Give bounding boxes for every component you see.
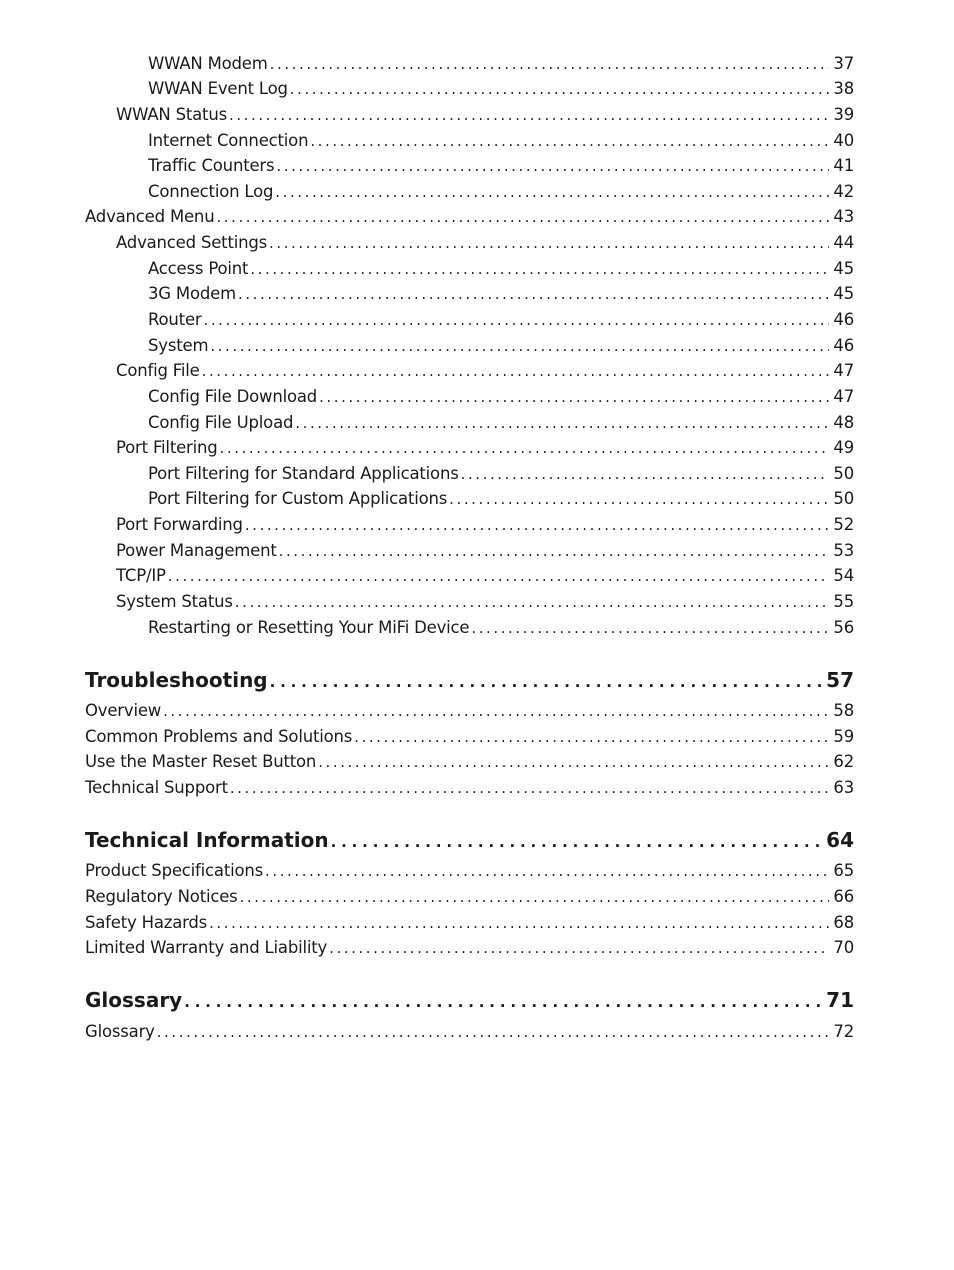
toc-entry-title: System [148, 336, 209, 355]
toc-entry-port-filtering[interactable] [116, 438, 854, 457]
dot-leader [329, 939, 829, 957]
dot-leader [290, 80, 830, 98]
dot-leader [250, 260, 829, 278]
dot-leader [275, 183, 829, 201]
toc-section-troubleshooting[interactable] [85, 668, 854, 692]
toc-entry-connection-log[interactable] [148, 182, 854, 201]
toc-entry-page: 56 [833, 618, 854, 637]
toc-section-glossary[interactable] [85, 988, 854, 1012]
toc-section-technical-information[interactable] [85, 828, 854, 852]
dot-leader [168, 567, 830, 585]
toc-entry-title: Product Specifications [85, 861, 264, 880]
toc-entry-power-management[interactable] [116, 541, 854, 560]
toc-entry-master-reset[interactable] [85, 752, 854, 771]
dot-leader [461, 465, 830, 483]
toc-entry-wwan-event-log[interactable] [148, 79, 854, 98]
dot-leader [310, 132, 829, 150]
toc-entry-config-file-download[interactable] [148, 387, 854, 406]
toc-entry-title: Glossary [85, 1022, 155, 1041]
toc-entry-title: Advanced Settings [116, 233, 268, 252]
toc-entry-page: 46 [833, 336, 854, 355]
toc-entry-title: Port Filtering [116, 438, 218, 457]
toc-entry-page: 44 [833, 233, 854, 252]
toc-entry-title: WWAN Status [116, 105, 227, 124]
toc-entry-page: 45 [833, 284, 854, 303]
toc-section-title: Glossary [85, 988, 183, 1012]
dot-leader [319, 388, 829, 406]
dot-leader [295, 414, 829, 432]
toc-entry-glossary[interactable] [85, 1022, 854, 1041]
toc-entry-page: 43 [833, 207, 854, 226]
toc-entry-title: Overview [85, 701, 162, 720]
dot-leader [245, 516, 830, 534]
toc-entry-page: 41 [833, 156, 854, 175]
toc-entry-page: 53 [833, 541, 854, 560]
toc-entry-page: 62 [833, 752, 854, 771]
dot-leader [265, 862, 829, 880]
toc-entry-title: 3G Modem [148, 284, 236, 303]
toc-entry-router[interactable] [148, 310, 854, 329]
toc-entry-title: Access Point [148, 259, 249, 278]
toc-entry-access-point[interactable] [148, 259, 854, 278]
toc-entry-title: WWAN Event Log [148, 79, 288, 98]
dot-leader [203, 311, 829, 329]
toc-entry-common-problems[interactable] [85, 727, 854, 746]
toc-entry-page: 38 [833, 79, 854, 98]
toc-entry-product-specifications[interactable] [85, 861, 854, 880]
toc-entry-title: TCP/IP [116, 566, 166, 585]
toc-entry-title: Internet Connection [148, 131, 309, 150]
toc-entry-page: 50 [833, 464, 854, 483]
toc-entry-page: 45 [833, 259, 854, 278]
toc-section-title: Troubleshooting [85, 668, 268, 692]
dot-leader [269, 234, 829, 252]
toc-entry-3g-modem[interactable] [148, 284, 854, 303]
dot-leader [276, 157, 829, 175]
toc-entry-page: 59 [833, 727, 854, 746]
toc-entry-title: Config File Download [148, 387, 318, 406]
toc-entry-page: 47 [833, 361, 854, 380]
dot-leader [229, 106, 829, 124]
toc-entry-title: System Status [116, 592, 233, 611]
toc-entry-page: 63 [833, 778, 854, 797]
toc-entry-port-filtering-standard[interactable] [148, 464, 854, 483]
toc-entry-page: 54 [833, 566, 854, 585]
toc-entry-title: Restarting or Resetting Your MiFi Device [148, 618, 470, 637]
toc-entry-config-file[interactable] [116, 361, 854, 380]
toc-entry-title: Port Filtering for Custom Applications [148, 489, 448, 508]
toc-entry-title: Power Management [116, 541, 277, 560]
toc-entry-overview[interactable] [85, 701, 854, 720]
toc-entry-page: 70 [833, 938, 854, 957]
toc-entry-advanced-menu[interactable] [85, 207, 854, 226]
toc-entry-page: 50 [833, 489, 854, 508]
toc-entry-wwan-status[interactable] [116, 105, 854, 124]
toc-entry-port-forwarding[interactable] [116, 515, 854, 534]
toc-entry-page: 72 [833, 1022, 854, 1041]
toc-entry-title: Connection Log [148, 182, 274, 201]
dot-leader [163, 702, 829, 720]
toc-entry-title: Limited Warranty and Liability [85, 938, 328, 957]
dot-leader [270, 55, 830, 73]
dot-leader [354, 728, 829, 746]
toc-entry-page: 37 [833, 54, 854, 73]
toc-entry-title: Regulatory Notices [85, 887, 238, 906]
toc-entry-internet-connection[interactable] [148, 131, 854, 150]
toc-entry-page: 66 [833, 887, 854, 906]
toc-entry-wwan-modem[interactable] [148, 54, 854, 73]
dot-leader [210, 337, 829, 355]
dot-leader [230, 779, 830, 797]
dot-leader [220, 439, 830, 457]
toc-entry-title: Safety Hazards [85, 913, 208, 932]
toc-entry-title: Port Filtering for Standard Applications [148, 464, 459, 483]
toc-entry-title: Router [148, 310, 202, 329]
toc-entry-safety-hazards[interactable] [85, 913, 854, 932]
dot-leader [202, 362, 830, 380]
toc-entry-page: 52 [833, 515, 854, 534]
dot-leader [449, 490, 829, 508]
toc-entry-title: Port Forwarding [116, 515, 243, 534]
dot-leader [471, 619, 829, 637]
toc-entry-technical-support[interactable] [85, 778, 854, 797]
toc-entry-config-file-upload[interactable] [148, 413, 854, 432]
toc-entry-page: 40 [833, 131, 854, 150]
toc-section-title: Technical Information [85, 828, 329, 852]
dot-leader [279, 542, 830, 560]
toc-entry-advanced-settings[interactable] [116, 233, 854, 252]
toc-entry-system-status[interactable] [116, 592, 854, 611]
dot-leader [184, 993, 822, 1011]
toc-entry-page: 42 [833, 182, 854, 201]
toc-entry-port-filtering-custom[interactable] [148, 489, 854, 508]
dot-leader [235, 593, 830, 611]
dot-leader [238, 285, 829, 303]
dot-leader [318, 753, 829, 771]
toc-entry-tcp-ip[interactable] [116, 566, 854, 585]
toc-entry-page: 55 [833, 592, 854, 611]
toc-entry-restarting-resetting[interactable] [148, 618, 854, 637]
toc-entry-limited-warranty[interactable] [85, 938, 854, 957]
toc-entry-system[interactable] [148, 336, 854, 355]
toc-entry-traffic-counters[interactable] [148, 156, 854, 175]
toc-entry-title: Technical Support [85, 778, 228, 797]
toc-entry-page: 39 [833, 105, 854, 124]
toc-entry-title: Use the Master Reset Button [85, 752, 317, 771]
dot-leader [331, 833, 823, 851]
toc-entry-page: 65 [833, 861, 854, 880]
dot-leader [270, 673, 823, 691]
toc-entry-title: Config File [116, 361, 200, 380]
dot-leader [216, 208, 829, 226]
toc-entry-page: 58 [833, 701, 854, 720]
toc-entry-page: 46 [833, 310, 854, 329]
toc-entry-page: 48 [833, 413, 854, 432]
dot-leader [157, 1023, 830, 1041]
toc-entry-title: Config File Upload [148, 413, 294, 432]
dot-leader [209, 914, 829, 932]
toc-section-page: 64 [826, 828, 854, 852]
toc-entry-title: WWAN Modem [148, 54, 268, 73]
toc-entry-title: Traffic Counters [148, 156, 275, 175]
toc-entry-page: 49 [833, 438, 854, 457]
dot-leader [240, 888, 830, 906]
toc-entry-page: 47 [833, 387, 854, 406]
toc-section-page: 71 [826, 988, 854, 1012]
toc-entry-title: Common Problems and Solutions [85, 727, 353, 746]
toc-entry-regulatory-notices[interactable] [85, 887, 854, 906]
toc-entry-title: Advanced Menu [85, 207, 215, 226]
toc-section-page: 57 [826, 668, 854, 692]
toc-entry-page: 68 [833, 913, 854, 932]
